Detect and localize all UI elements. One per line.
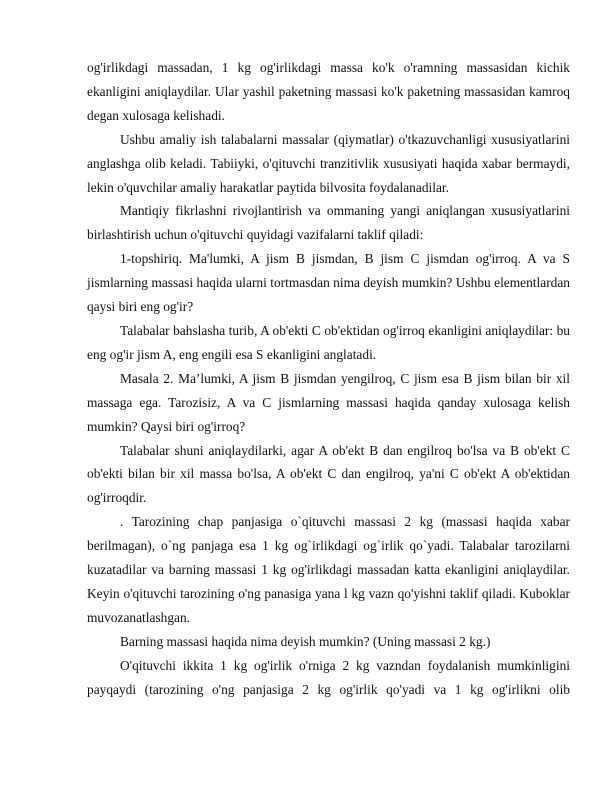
paragraph-7: Talabalar shuni aniqlaydilarki, agar A ob'ekt B dan engilroq bo'lsa va B ob'ekt C ob'ekti bilan bir xil massa bo'lsa, A ob'ekt C dan engilroq, ya'ni C ob'ekt A ob'ektidan og'irroqdir.	[87, 442, 570, 506]
paragraph-2: Ushbu amaliy ish talabalarni massalar (qiymatlar) o'tkazuvchanligi xususiyatlarini anglashga olib keladi. Tabiiyki, o'qituvchi tranzitivlik xususiyati haqida xabar bermaydi, lekin o'quvchilar amaliy harakatlar paytida bilvosita foydalanadilar.	[87, 131, 570, 195]
paragraph-5: Talabalar bahslasha turib, A ob'ekti C ob'ektidan og'irroq ekanligini aniqlaydilar: bu eng og'ir jism A, eng engili esa S ekanligini anglatadi.	[87, 322, 570, 362]
document-page	[87, 56, 570, 701]
paragraph-6: Masala 2. Ma’lumki, A jism B jismdan yengilroq, C jism esa B jism bilan bir xil massaga ega. Tarozisiz, A va C jismlarning massasi haqida qanday xulosaga kelish mumkin? Qaysi biri og'irroq?	[87, 370, 570, 434]
paragraph-9: Barning massasi haqida nima deyish mumkin? (Uning massasi 2 kg.)	[120, 633, 491, 649]
paragraph-1: og'irlikdagi massadan, 1 kg og'irlikdagi massa ko'k o'ramning massasidan kichik ekanligini aniqlaydilar. Ular yashil paketning massasi ko'k paketning massasidan kamroq degan xulosaga kelishadi.	[87, 60, 570, 123]
paragraph-4: 1-topshiriq. Ma'lumki, A jism B jismdan, B jism C jismdan og'irroq. A va S jismlarning massasi haqida ularni tortmasdan nima deyish mumkin? Ushbu elementlardan qaysi biri eng og'ir?	[87, 251, 570, 315]
paragraph-8: . Tarozining chap panjasiga o`qituvchi massasi 2 kg (massasi haqida xabar berilmagan), o`ng panjaga esa 1 kg og`irlikdagi og`irlik qo`yadi. Talabalar tarozilarni kuzatadilar va barning massasi 1 kg og'irlikdagi massadan katta ekanligini aniqlaydilar. Keyin o'qituvchi tarozining o'ng panasiga yana l kg vazn qo'yishni taklif qiladi. Kuboklar muvozanatlashgan.	[87, 514, 570, 625]
paragraph-3: Mantiqiy fikrlashni rivojlantirish va ommaning yangi aniqlangan xususiyatlarini birlashtirish uchun o'qituvchi quyidagi vazifalarni taklif qiladi:	[87, 203, 570, 243]
paragraph-10: O'qituvchi ikkita 1 kg og'irlik o'rniga 2 kg vazndan foydalanish mumkinligini payqaydi (tarozining o'ng panjasiga 2 kg og'irlik qo'yadi va 1 kg og'irlikni olib	[87, 657, 570, 697]
